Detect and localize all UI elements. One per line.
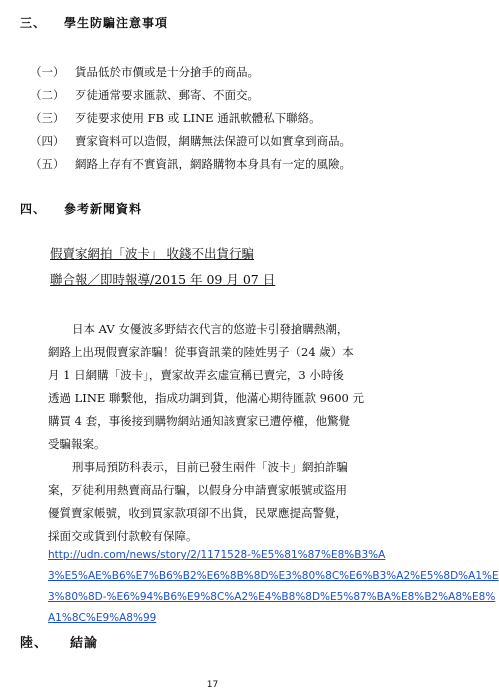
news-paragraph-1 (48, 318, 408, 456)
paragraph-line: 購買 4 套，事後接到購物網站通知該賣家已遭停權，他驚覺 (48, 414, 351, 428)
list-item (30, 152, 410, 175)
news-source: 聯合報／即時報導/2015 年 09 月 07 日 (50, 272, 276, 287)
list-text: 歹徒要求使用 FB 或 LINE 通訊軟體私下聯絡。 (75, 110, 321, 125)
paragraph-line: 網路上出現假賣家詐騙！從事資訊業的陸姓男子（24 歲）本 (48, 345, 354, 359)
paragraph-line: 日本 AV 女優波多野結衣代言的悠遊卡引發搶購熱潮， (72, 322, 349, 336)
section-4-heading (20, 200, 142, 217)
list-text: 網路上存有不實資訊，網路購物本身具有一定的風險。 (75, 156, 351, 171)
link-line[interactable]: 3%80%8D-%E6%94%B6%E9%8C%A2%E4%B8%8D%E5%87%BA%E8%B2%A8%E8% (48, 591, 496, 603)
list-text: 歹徒通常要求匯款、郵寄、不面交。 (75, 87, 259, 102)
paragraph-line: 優質賣家帳號，收到買家款項卻不出貨，民眾應提高警覺， (48, 506, 347, 520)
paragraph-line: 採面交或貨到付款較有保障。 (48, 529, 198, 543)
section-3-number: 三、 (20, 16, 47, 30)
list-marker: （五） (30, 156, 65, 171)
news-link[interactable] (48, 545, 499, 629)
paragraph-line: 案，歹徒利用熱賣商品行騙，以假身分申請賣家帳號或盜用 (48, 483, 347, 497)
paragraph-line: 受騙報案。 (48, 437, 106, 451)
section-6-heading (20, 632, 98, 651)
list-marker: （四） (30, 133, 65, 148)
link-line[interactable]: A1%8C%E9%A8%99 (48, 612, 157, 624)
page-number: 17 (206, 680, 219, 690)
paragraph-line: 月 1 日網購「波卡」，賣家故弄玄虛宣稱已賣完，3 小時後 (48, 368, 344, 382)
prevention-list (30, 60, 410, 175)
news-paragraph-2 (48, 456, 408, 548)
news-headline: 假賣家網拍「波卡」 收錢不出貨行騙 (50, 246, 254, 261)
section-4-number: 四、 (20, 202, 47, 216)
list-marker: （一） (30, 64, 65, 79)
section-3-heading (20, 14, 168, 31)
link-line[interactable]: http://udn.com/news/story/2/1171528-%E5%81%87%E8%B3%A (48, 549, 386, 561)
section-6-title: 結論 (70, 636, 99, 651)
list-item (30, 106, 410, 129)
paragraph-line: 透過 LINE 聯繫他，指成功調到貨，他滿心期待匯款 9600 元 (48, 391, 365, 405)
link-line[interactable]: 3%E5%AE%B6%E7%B6%B2%E6%8B%8D%E3%80%8C%E6%B3%A2%E5%8D%A1%E (48, 570, 499, 582)
list-item (30, 129, 410, 152)
section-6-number: 陸、 (20, 636, 49, 651)
paragraph-line: 刑事局預防科表示，目前已發生兩件「波卡」網拍詐騙 (72, 460, 348, 474)
list-item (30, 60, 410, 83)
list-marker: （二） (30, 87, 65, 102)
section-3-title: 學生防騙注意事項 (64, 16, 169, 30)
section-4-title: 參考新聞資料 (64, 202, 143, 216)
list-text: 賣家資料可以造假，網購無法保證可以如實拿到商品。 (75, 133, 351, 148)
list-item (30, 83, 410, 106)
list-marker: （三） (30, 110, 65, 125)
list-text: 貨品低於市價或是十分搶手的商品。 (75, 64, 259, 79)
